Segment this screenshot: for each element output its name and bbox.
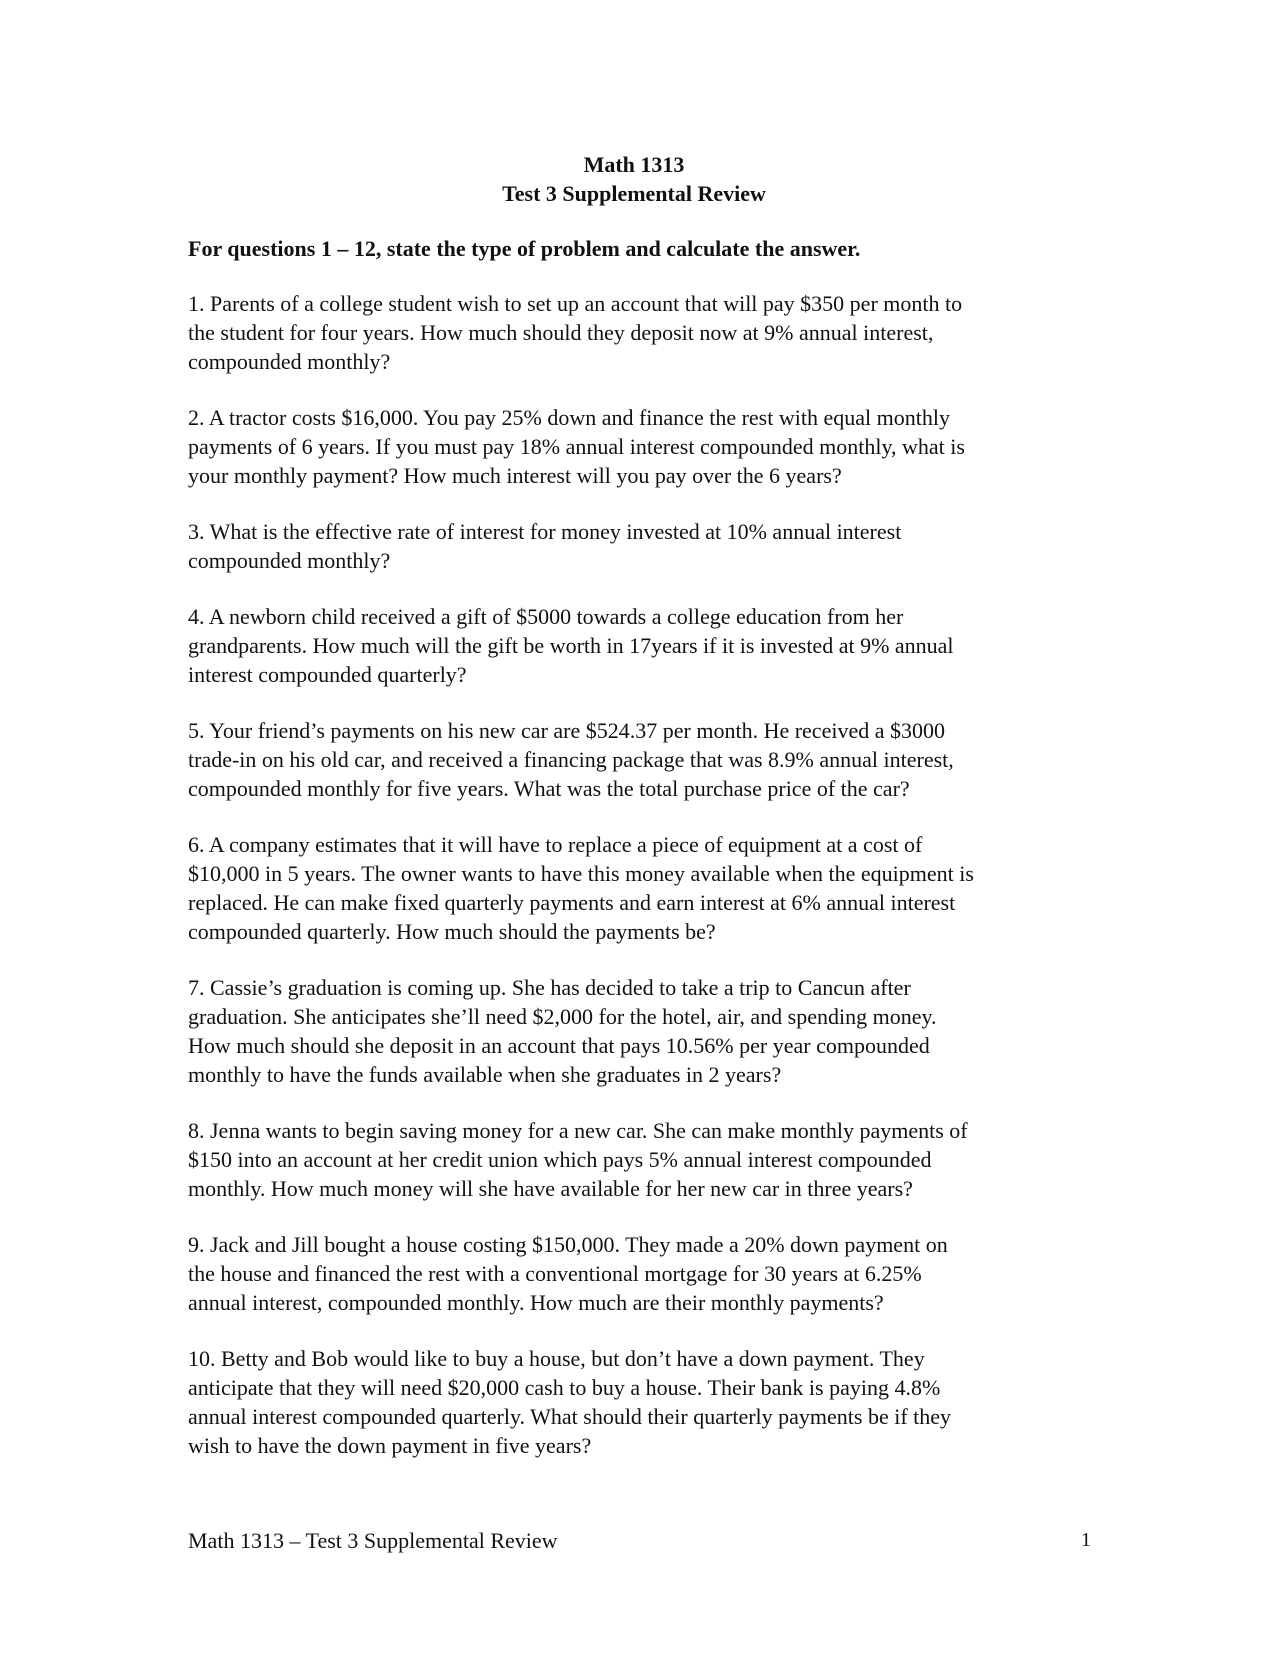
question-line: 1. Parents of a college student wish to set up an account that will pay $350 per month to — [188, 291, 963, 316]
question-line: compounded quarterly. How much should the payments be? — [188, 919, 716, 944]
question-line: 5. Your friend’s payments on his new car are $524.37 per month. He received a $3000 — [188, 718, 945, 743]
question-line: compounded monthly for five years. What was the total purchase price of the car? — [188, 776, 910, 801]
question-8 — [188, 1116, 1088, 1203]
document-title: Test 3 Supplemental Review — [502, 181, 766, 206]
question-line: 2. A tractor costs $16,000. You pay 25% down and finance the rest with equal monthly — [188, 405, 950, 430]
question-line: compounded monthly? — [188, 548, 391, 573]
question-line: 4. A newborn child received a gift of $5000 towards a college education from her — [188, 604, 904, 629]
document-page — [188, 150, 1088, 1487]
question-line: How much should she deposit in an account that pays 10.56% per year compounded — [188, 1033, 930, 1058]
question-line: wish to have the down payment in five years? — [188, 1433, 592, 1458]
page-number: 1 — [1081, 1529, 1091, 1551]
question-line: graduation. She anticipates she’ll need $2,000 for the hotel, air, and spending money. — [188, 1004, 937, 1029]
question-7 — [188, 973, 1088, 1089]
question-4 — [188, 602, 1088, 689]
page-footer — [188, 1526, 1091, 1555]
question-6 — [188, 830, 1088, 946]
question-line: 10. Betty and Bob would like to buy a house, but don’t have a down payment. They — [188, 1346, 925, 1371]
question-line: 6. A company estimates that it will have to replace a piece of equipment at a cost of — [188, 832, 923, 857]
question-line: anticipate that they will need $20,000 cash to buy a house. Their bank is paying 4.8% — [188, 1375, 941, 1400]
question-line: compounded monthly? — [188, 349, 391, 374]
question-5 — [188, 716, 1088, 803]
question-line: 7. Cassie’s graduation is coming up. She has decided to take a trip to Cancun after — [188, 975, 911, 1000]
question-line: monthly. How much money will she have available for her new car in three years? — [188, 1176, 913, 1201]
question-line: $150 into an account at her credit union which pays 5% annual interest compounded — [188, 1147, 932, 1172]
instructions: For questions 1 – 12, state the type of problem and calculate the answer. — [188, 236, 861, 261]
question-line: 8. Jenna wants to begin saving money for a new car. She can make monthly payments of — [188, 1118, 968, 1143]
question-1 — [188, 289, 1088, 376]
question-10 — [188, 1344, 1088, 1460]
title-block — [180, 150, 1088, 208]
question-line: the student for four years. How much should they deposit now at 9% annual interest, — [188, 320, 934, 345]
question-line: 9. Jack and Jill bought a house costing $150,000. They made a 20% down payment on — [188, 1232, 948, 1257]
question-line: grandparents. How much will the gift be worth in 17years if it is invested at 9% annual — [188, 633, 954, 658]
question-line: trade-in on his old car, and received a financing package that was 8.9% annual interest, — [188, 747, 954, 772]
question-line: annual interest compounded quarterly. What should their quarterly payments be if they — [188, 1404, 952, 1429]
question-line: replaced. He can make fixed quarterly payments and earn interest at 6% annual interest — [188, 890, 956, 915]
course-title: Math 1313 — [583, 152, 685, 177]
question-2 — [188, 403, 1088, 490]
question-line: annual interest, compounded monthly. How much are their monthly payments? — [188, 1290, 884, 1315]
question-line: 3. What is the effective rate of interest for money invested at 10% annual interest — [188, 519, 902, 544]
question-line: interest compounded quarterly? — [188, 662, 467, 687]
question-list — [188, 289, 1088, 1460]
question-line: your monthly payment? How much interest will you pay over the 6 years? — [188, 463, 842, 488]
question-line: $10,000 in 5 years. The owner wants to have this money available when the equipment is — [188, 861, 974, 886]
question-9 — [188, 1230, 1088, 1317]
question-line: payments of 6 years. If you must pay 18% annual interest compounded monthly, what is — [188, 434, 965, 459]
question-3 — [188, 517, 1088, 575]
footer-text: Math 1313 – Test 3 Supplemental Review — [188, 1528, 558, 1553]
question-line: the house and financed the rest with a conventional mortgage for 30 years at 6.25% — [188, 1261, 922, 1286]
question-line: monthly to have the funds available when she graduates in 2 years? — [188, 1062, 782, 1087]
